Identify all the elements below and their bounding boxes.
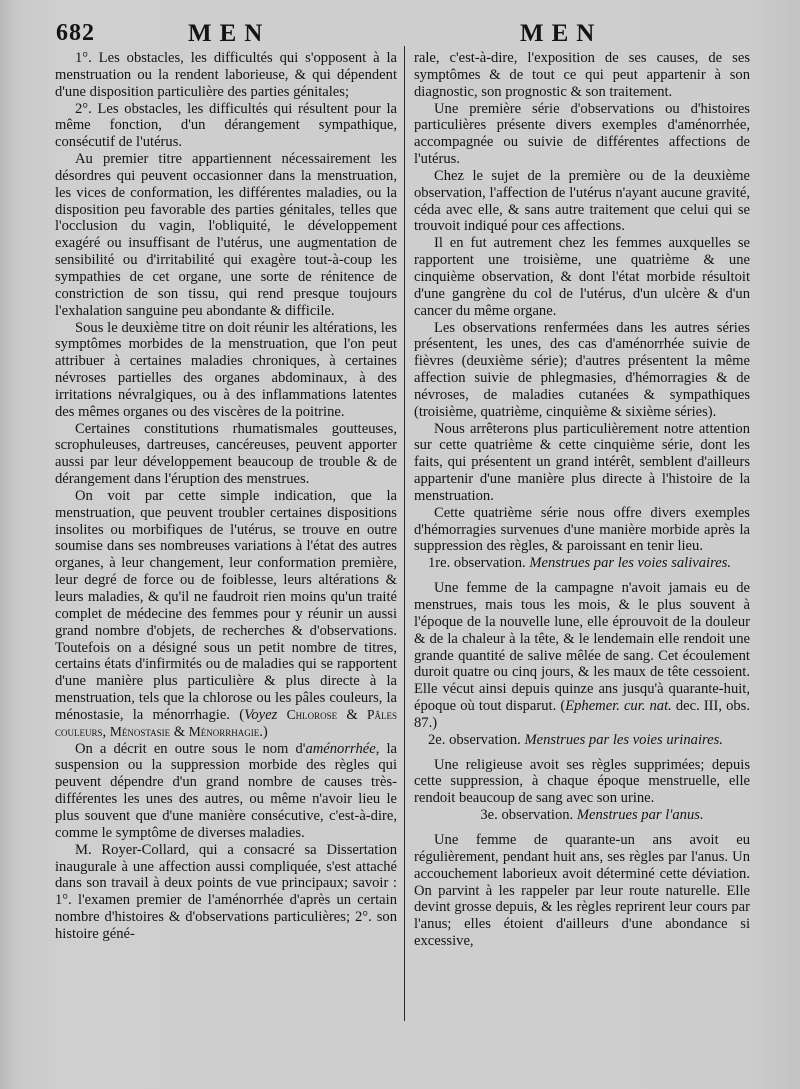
paragraph: Une première série d'observations ou d'histoires particulières présente divers exemples d'aménorrhée, accompagnée ou suivie de différentes affections de l'utérus. — [414, 100, 750, 168]
running-header — [0, 14, 800, 50]
separator: & — [170, 723, 189, 740]
paragraph: Cette quatrième série nous offre divers exemples d'hémorragies survenues d'une manière morbide après la suppression des règles, & paroissant en tenir lieu. — [414, 504, 750, 555]
cross-reference-voyez: Voyez — [244, 706, 278, 723]
observation-title: Menstrues par les voies urinaires. — [524, 731, 723, 748]
column-divider — [404, 46, 405, 1021]
paragraph-text: , la suspension ou la suppression morbide des règles qui peuvent dépendre d'un grand nombre de causes très-différentes les unes des autres, ou même n'avoir lieu le plus souvent que d'une manière consécutive, c'est-à-dire, comme le symptôme de diverses maladies. — [55, 740, 397, 841]
paragraph-text: On a décrit en outre sous le nom d' — [75, 740, 306, 757]
observation-label: 1re. observation. — [428, 555, 526, 572]
paragraph — [55, 741, 397, 842]
paragraph: 2°. Les obstacles, les difficultés qui résultent pour la même fonction, d'un dérangement sympathique, consécutif de l'utérus. — [55, 100, 397, 151]
cross-reference: Chlorose — [286, 706, 338, 722]
paragraph — [55, 488, 397, 741]
italic-term: aménorrhée — [305, 740, 376, 757]
separator: & — [337, 706, 367, 723]
cross-reference: Ménorrhagie — [188, 723, 260, 739]
paragraph: Au premier titre appartiennent nécessairement les désordres qui peuvent occasionner dans la menstruation, les vices de conformation, les différentes maladies, ou la disposition peu favorable des parties génitales, telles que l'occlusion du vagin, l'obliquité, le développement exagéré ou insuffisant de l'utérus, une augmentation de sensibilité ou d'irritabilité qui exagère tout-à-coup les sympathies de cet organe, une sorte de rénitence de constriction de son tissu, qui rend presque toujours l'exhalation sanguine peu abondante & difficile. — [55, 151, 397, 319]
paragraph: Sous le deuxième titre on doit réunir les altérations, les symptômes morbides de la menstruation, que l'on peut attribuer à certaines maladies chroniques, à certaines névroses partielles des organes abdominaux, à des irritations névralgiques, ou à des inflammations latentes des mêmes organes ou des viscères de la poitrine. — [55, 319, 397, 420]
paragraph: rale, c'est-à-dire, l'exposition de ses causes, de ses symptômes & de tout ce qui peut appartenir à son diagnostic, son prognostic & son traitement. — [414, 50, 750, 100]
observation-heading — [414, 732, 750, 749]
paragraph-text: On voit par cette simple indication, que la menstruation, que peuvent troubler certaines dispositions insolites ou morbifiques de l'utérus, se trouve en outre soumise dans ses nombreuses variations à l'état des autres organes, à leur changement, leur conformation première, leur degré de force ou de foiblesse, leurs altérations & leurs maladies, & qu'il ne faudroit rien moins qu'un traité complet de médecine des femmes pour y réunir un aussi grand nombre d'objets, de recherches & d'observations. Toutefois on a désigné sous un petit nombre de titres, certains états d'infirmités ou de maladies qui se rapportent d'une manière plus particulière & plus directe à la menstruation, tels que la chlorose ou les pâles couleurs, la ménostasie, la ménorrhagie. ( — [55, 487, 397, 723]
paragraph: Nous arrêterons plus particulièrement notre attention sur cette quatrième & cette cinquième série, dont les faits, qui présentent un grand intérêt, semblent d'ailleurs appartenir d'une manière plus directe à l'histoire de la menstruation. — [414, 420, 750, 504]
paragraph: Certaines constitutions rhumatismales goutteuses, scrophuleuses, dartreuses, cancéreuses, peuvent apporter aussi par leur développement beaucoup de trouble & de dérangement dans l'éruption des menstrues. — [55, 420, 397, 488]
paragraph: Une femme de quarante-un ans avoit eu régulièrement, pendant huit ans, ses règles par l'anus. Un accouchement laborieux avoit déterminé cette déviation. On parvint à les rappeler par leur route naturelle. Elle devint grosse depuis, & les règles reprirent leur cours par l'anus; elles étoient d'ailleurs d'une abondance si excessive, — [414, 831, 750, 950]
observation-title: Menstrues par les voies salivaires. — [529, 555, 732, 572]
paragraph-text: dec. III, obs. 87.) — [414, 698, 751, 731]
observation-heading — [414, 807, 750, 824]
observation-title: Menstrues par l'anus. — [576, 807, 704, 824]
observation-label: 3e. observation. — [480, 807, 574, 824]
paragraph: 1°. Les obstacles, les difficultés qui s'opposent à la menstruation ou la rendent laborieuse, & qui dépendent d'une disposition particulière des parties génitales; — [55, 50, 397, 100]
observation-label: 2e. observation. — [428, 731, 521, 748]
paragraph-text: Une femme de la campagne n'avoit jamais eu de menstrues, mais tous les mois, & le plus souvent à l'époque de la nouvelle lune, elle éprouvoit de la douleur & de la chaleur à la tête, & le lendemain elle rendoit une grande quantité de salive mêlée de sang. Cet écoulement duroit quatre ou cinq jours, & les maux de tête cessoient. Elle vécut ainsi depuis quinze ans jusqu'à quarante-huit, époque où tout disparut. ( — [414, 580, 750, 715]
page-number: 682 — [56, 20, 95, 46]
paragraph: M. Royer-Collard, qui a consacré sa Dissertation inaugurale à une affection aussi compliquée, s'est attaché dans son travail à deux points de vue principaux; savoir : 1°. l'examen premier de l'aménorrhée d'après un certain nombre d'histoires & d'observations particulières; 2°. son histoire géné- — [55, 841, 397, 942]
separator: , — [102, 723, 110, 740]
paragraph: Une religieuse avoit ses règles supprimées; depuis cette suppression, à chaque époque menstruelle, elle rendoit beaucoup de sang avec son urine. — [414, 756, 750, 807]
right-column — [414, 50, 750, 950]
spacer — [414, 749, 750, 757]
left-running-head: MEN — [188, 20, 271, 47]
spacer — [414, 572, 750, 580]
cross-reference: Ménostasie — [109, 723, 171, 739]
paragraph — [414, 580, 750, 732]
paragraph: Il en fut autrement chez les femmes auxquelles se rapportent une troisième, une quatrième & une cinquième observation, & dont l'état morbide résultoit d'une gangrène du col de l'utérus, d'un ulcère & d'un cancer du même organe. — [414, 235, 750, 319]
citation: Ephemer. cur. nat. — [565, 698, 672, 715]
paragraph: Chez le sujet de la première ou de la deuxième observation, l'affection de l'utérus n'ayant aucune gravité, céda avec elle, & sans autre traitement que celui qui se trouvoit indiqué pour ces affections. — [414, 167, 750, 235]
paragraph: Les observations renfermées dans les autres séries présentent, les unes, des cas d'aménorrhée suivie de fièvres (deuxième série); d'autres présentent la même affection suivie de phlegmasies, d'hémorragies & de névroses, de maladies cutanées & sympathiques (troisième, quatrième, cinquième & sixième séries). — [414, 319, 750, 420]
spacer — [414, 824, 750, 832]
separator: .) — [259, 723, 268, 740]
left-column — [55, 50, 397, 943]
right-running-head: MEN — [520, 20, 603, 47]
observation-heading — [414, 555, 750, 572]
cross-reference: Pâles couleurs — [55, 706, 397, 739]
